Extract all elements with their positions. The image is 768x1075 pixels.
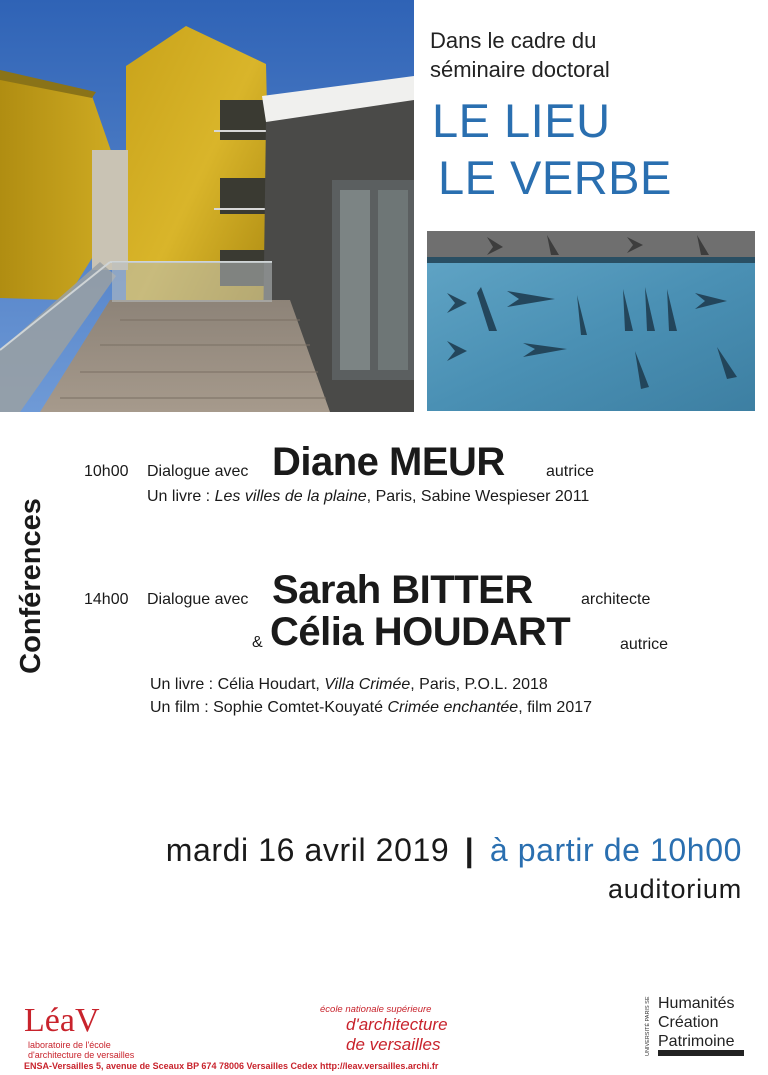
leav-logo: LéaV bbox=[24, 1002, 100, 1039]
session1-time: 10h00 bbox=[84, 463, 129, 480]
leav-subtitle-line-2: d'architecture de versailles bbox=[28, 1050, 135, 1060]
event-place: auditorium bbox=[607, 874, 742, 904]
ensa-line-3: de versailles bbox=[346, 1035, 441, 1054]
hcp-line-1: Humanités bbox=[658, 995, 735, 1012]
hcp-line-2: Création bbox=[658, 1014, 719, 1031]
session2-ampersand: & bbox=[252, 634, 263, 651]
intro-text bbox=[430, 26, 610, 84]
event-start-time: à partir de 10h00 bbox=[489, 832, 742, 868]
hcp-logo-bar bbox=[658, 1050, 744, 1056]
session1-book bbox=[147, 488, 589, 506]
intro-line-1: Dans le cadre du bbox=[430, 28, 597, 53]
session2-film-rest: , film 2017 bbox=[518, 699, 593, 716]
event-date-line bbox=[166, 832, 742, 869]
date-separator: | bbox=[464, 832, 475, 868]
session1-book-title: Les villes de la plaine bbox=[214, 488, 367, 505]
session2-role-1: architecte bbox=[581, 591, 651, 608]
session2-dialogue: Dialogue avec bbox=[147, 591, 249, 608]
title-line-2: LE VERBE bbox=[438, 151, 672, 204]
session1-dialogue: Dialogue avec bbox=[147, 463, 249, 480]
university-text: UNIVERSITÉ PARIS SEINE bbox=[645, 996, 651, 1056]
seminar-title bbox=[432, 92, 672, 206]
session2-speaker-1: Sarah BITTER bbox=[272, 568, 533, 612]
building-photo bbox=[0, 0, 414, 412]
session2-role-2: autrice bbox=[620, 636, 669, 653]
session2-book-title: Villa Crimée bbox=[324, 676, 411, 693]
hcp-line-3: Patrimoine bbox=[658, 1033, 735, 1050]
session1-book-rest: , Paris, Sabine Wespieser 2011 bbox=[366, 488, 590, 505]
session2-speaker-2: Célia HOUDART bbox=[270, 610, 571, 654]
conferences-label: Conférences bbox=[15, 498, 47, 674]
title-line-1: LE LIEU bbox=[432, 94, 611, 147]
ensa-logo bbox=[320, 1004, 448, 1055]
university-vertical-label bbox=[642, 996, 652, 1056]
intro-line-2: séminaire doctoral bbox=[430, 57, 610, 82]
leav-subtitle-line-1: laboratoire de l'école bbox=[28, 1040, 111, 1050]
session2-book bbox=[150, 676, 548, 694]
session1-role: autrice bbox=[546, 463, 595, 480]
ensa-line-2: d'architecture bbox=[346, 1015, 448, 1034]
leav-subtitle bbox=[28, 1040, 134, 1060]
session2-film-prefix: Un film : Sophie Comtet-Kouyaté bbox=[150, 699, 383, 716]
cuneiform-image bbox=[427, 231, 755, 411]
session1-book-prefix: Un livre : bbox=[147, 488, 211, 505]
session2-time: 14h00 bbox=[84, 591, 129, 608]
hcp-logo bbox=[658, 994, 734, 1051]
session2-book-prefix: Un livre : Célia Houdart, bbox=[150, 676, 320, 693]
session2-film bbox=[150, 699, 592, 717]
event-date: mardi 16 avril 2019 bbox=[165, 832, 450, 868]
session1-speaker: Diane MEUR bbox=[272, 440, 505, 484]
footer-address: ENSA-Versailles 5, avenue de Sceaux BP 674 78006 Versailles Cedex http://leav.versailles.archi.fr bbox=[24, 1061, 439, 1071]
session2-book-rest: , Paris, P.O.L. 2018 bbox=[410, 676, 548, 693]
session2-film-title: Crimée enchantée bbox=[387, 699, 519, 716]
ensa-line-1: école nationale supérieure bbox=[320, 1004, 432, 1015]
